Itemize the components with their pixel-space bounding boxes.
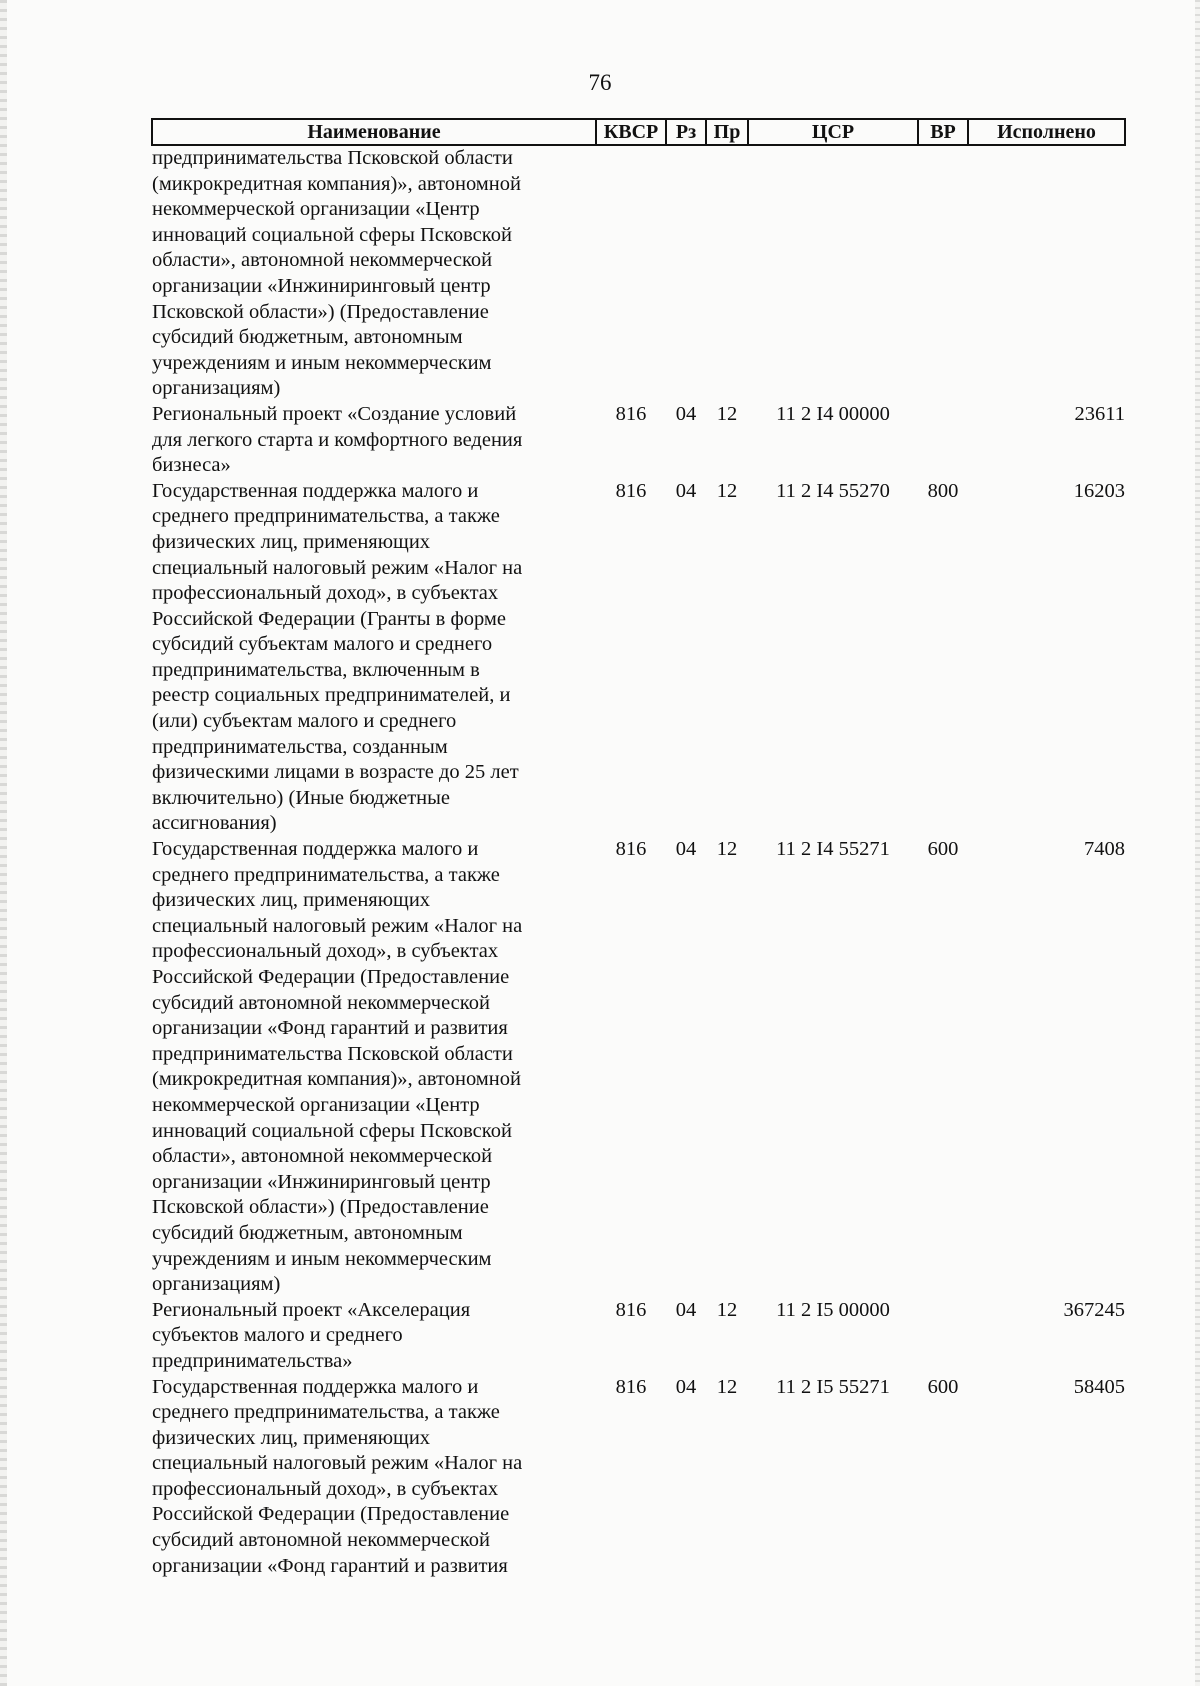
row-name-line: некоммерческой организации «Центр [152, 198, 480, 221]
row-name-line: физических лиц, применяющих [152, 1426, 431, 1449]
row-csr-cell: 11 2 I4 55270 [776, 479, 890, 502]
row-name-line: Российской Федерации (Предоставление [152, 1503, 510, 1526]
row-rz-cell: 04 [675, 1375, 697, 1398]
row-pr-cell: 12 [716, 838, 738, 861]
row-name-line: субсидий бюджетным, автономным [152, 326, 463, 349]
row-name-line: специальный налоговый режим «Налог на [152, 914, 523, 937]
row-vr-cell: 600 [927, 1375, 959, 1398]
row-kvsr-cell: 816 [615, 1298, 647, 1321]
row-name-line: предпринимательства» [152, 1349, 353, 1372]
row-csr-cell: 11 2 I5 55271 [776, 1375, 890, 1398]
row-rz-cell: 04 [675, 479, 697, 502]
row-executed-cell: 23611 [1074, 402, 1125, 425]
row-name-cell [152, 837, 596, 1298]
row-name-line: субсидий автономной некоммерческой [152, 1529, 490, 1552]
row-kvsr-cell: 816 [615, 402, 647, 425]
row-executed-cell: 16203 [1073, 479, 1125, 502]
row-csr-cell: 11 2 I4 00000 [776, 402, 890, 425]
row-name-line: Государственная поддержка малого и [152, 1375, 479, 1398]
row-name-cell [152, 1298, 596, 1375]
header-pr: Пр [706, 119, 748, 145]
page-number: 76 [588, 70, 612, 95]
row-name-line: Государственная поддержка малого и [152, 838, 479, 861]
row-rz-cell: 04 [675, 1298, 697, 1321]
table-header [152, 119, 1125, 145]
scan-edge-right [1195, 0, 1200, 1686]
row-name-line: для легкого старта и комфортного ведения [152, 428, 523, 451]
row-name-line: специальный налоговый режим «Налог на [152, 1452, 523, 1475]
row-name-line: организации «Фонд гарантий и развития [152, 1554, 508, 1577]
row-name-line: физических лиц, применяющих [152, 889, 431, 912]
row-name-line: ассигнования) [152, 812, 277, 835]
row-name-cell [152, 145, 596, 402]
row-name-line: предпринимательства, созданным [152, 735, 448, 758]
row-name-line: физических лиц, применяющих [152, 530, 431, 553]
row-kvsr-cell: 816 [615, 838, 647, 861]
row-name-line: предпринимательства, включенным в [152, 658, 480, 681]
row-kvsr-cell [596, 145, 666, 402]
row-name-cell [152, 1375, 596, 1580]
row-name-line: Псковской области») (Предоставление [152, 1196, 489, 1219]
row-vr-cell [918, 1298, 968, 1375]
row-name-line: Государственная поддержка малого и [152, 479, 479, 502]
row-kvsr-cell: 816 [615, 479, 647, 502]
header-row [152, 119, 1125, 145]
row-name-line: (микрокредитная компания)», автономной [152, 1068, 521, 1091]
header-rz: Рз [666, 119, 706, 145]
row-vr-cell: 800 [927, 479, 959, 502]
row-name-line: среднего предпринимательства, а также [152, 1401, 500, 1424]
row-rz-cell: 04 [675, 838, 697, 861]
table-row [152, 1375, 1125, 1580]
row-executed-cell: 58405 [1073, 1375, 1125, 1398]
row-vr-cell [918, 402, 968, 479]
row-vr-cell [918, 145, 968, 402]
scan-edge-left [0, 0, 7, 1686]
row-pr-cell: 12 [716, 402, 738, 425]
row-name-line: (микрокредитная компания)», автономной [152, 172, 521, 195]
row-vr-cell: 600 [927, 838, 959, 861]
table-body [152, 145, 1125, 1579]
row-pr-cell [706, 145, 748, 402]
row-name-line: Российской Федерации (Предоставление [152, 966, 510, 988]
row-name-line: области», автономной некоммерческой [152, 1145, 493, 1168]
row-name-line: учреждениям и иным некоммерческим [152, 1247, 492, 1270]
row-name-line: физическими лицами в возрасте до 25 лет [152, 761, 519, 784]
row-name-line: предпринимательства Псковской области [152, 147, 513, 169]
header-name: Наименование [152, 119, 596, 145]
row-name-line: профессиональный доход», в субъектах [152, 1477, 499, 1500]
header-vr: ВР [918, 119, 968, 145]
row-name-line: организации «Фонд гарантий и развития [152, 1017, 508, 1040]
row-pr-cell: 12 [716, 479, 738, 502]
row-name-line: Российской Федерации (Гранты в форме [152, 607, 507, 630]
row-rz-cell: 04 [675, 402, 697, 425]
header-executed: Исполнено [968, 119, 1125, 145]
row-name-line: организации «Инжиниринговый центр [152, 274, 491, 297]
row-name-line: субсидий субъектам малого и среднего [152, 633, 493, 656]
table-row [152, 837, 1125, 1298]
row-csr-cell: 11 2 I4 55271 [776, 838, 890, 861]
header-kvsr: КВСР [596, 119, 666, 145]
row-csr-cell [748, 145, 918, 402]
row-name-line: предпринимательства Псковской области [152, 1042, 513, 1065]
row-name-line: субсидий автономной некоммерческой [152, 991, 490, 1014]
row-name-line: организациям) [152, 377, 281, 400]
row-name-line: включительно) (Иные бюджетные [152, 786, 451, 809]
row-executed-cell [968, 145, 1125, 402]
row-name-line: Региональный проект «Создание условий [152, 402, 517, 425]
row-pr-cell: 12 [716, 1298, 738, 1321]
row-name-line: бизнеса» [152, 454, 231, 477]
row-executed-cell: 367245 [1063, 1298, 1125, 1321]
row-name-line: инноваций социальной сферы Псковской [152, 1119, 512, 1142]
row-name-line: организации «Инжиниринговый центр [152, 1170, 491, 1193]
table-row [152, 145, 1125, 402]
row-name-line: среднего предпринимательства, а также [152, 505, 500, 528]
row-name-line: субсидий бюджетным, автономным [152, 1221, 463, 1244]
row-name-cell [152, 402, 596, 479]
row-name-line: Псковской области») (Предоставление [152, 300, 489, 323]
table-row [152, 1298, 1125, 1375]
row-name-line: учреждениям и иным некоммерческим [152, 351, 492, 374]
row-rz-cell [666, 145, 706, 402]
row-name-line: некоммерческой организации «Центр [152, 1093, 480, 1116]
row-name-line: среднего предпринимательства, а также [152, 863, 500, 886]
row-name-line: (или) субъектам малого и среднего [152, 710, 457, 733]
row-name-line: субъектов малого и среднего [152, 1324, 403, 1347]
row-name-line: инноваций социальной сферы Псковской [152, 223, 512, 246]
table-row [152, 479, 1125, 837]
row-name-line: Региональный проект «Акселерация [152, 1298, 471, 1321]
row-name-line: организациям) [152, 1273, 281, 1296]
row-name-line: специальный налоговый режим «Налог на [152, 556, 523, 579]
row-kvsr-cell: 816 [615, 1375, 647, 1398]
row-name-line: профессиональный доход», в субъектах [152, 582, 499, 605]
table-row [152, 402, 1125, 479]
row-name-line: области», автономной некоммерческой [152, 249, 493, 272]
row-executed-cell: 7408 [1084, 838, 1125, 861]
row-name-line: реестр социальных предпринимателей, и [152, 684, 511, 707]
row-name-cell [152, 479, 596, 837]
budget-table [151, 118, 1126, 1579]
row-name-line: профессиональный доход», в субъектах [152, 940, 499, 963]
header-csr: ЦСР [748, 119, 918, 145]
row-pr-cell: 12 [716, 1375, 738, 1398]
row-csr-cell: 11 2 I5 00000 [776, 1298, 890, 1321]
